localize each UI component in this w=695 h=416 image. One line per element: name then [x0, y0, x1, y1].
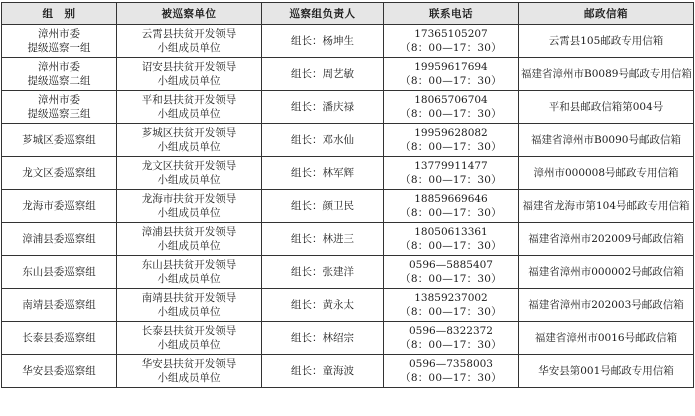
unit-line: 龙文区扶贫开发领导: [141, 160, 237, 172]
phone-cell: [384, 355, 519, 388]
office-hours: （8：00—17：30）: [400, 75, 502, 87]
phone-cell: [384, 223, 519, 256]
office-hours: （8：00—17：30）: [400, 42, 502, 54]
group-cell: [2, 58, 117, 91]
group-cell: [2, 289, 117, 322]
unit-line: 小组成员单位: [157, 108, 221, 120]
group-cell: [2, 25, 117, 58]
group-line: 华安县委巡察组: [22, 365, 96, 377]
header-contact-phone: 联系电话: [384, 3, 519, 25]
group-cell: [2, 124, 117, 157]
office-hours: （8：00—17：30）: [400, 141, 502, 153]
phone-number: 13859237002: [414, 292, 488, 304]
unit-line: 小组成员单位: [157, 174, 221, 186]
phone-cell: [384, 25, 519, 58]
table-row: [2, 256, 694, 289]
group-cell: [2, 322, 117, 355]
phone-number: 0596—8322372: [409, 325, 493, 337]
office-hours: （8：00—17：30）: [400, 207, 502, 219]
unit-line: 小组成员单位: [157, 306, 221, 318]
unit-line: 龙海市扶贫开发领导: [141, 193, 237, 205]
leader-cell: 组长：张建洋: [262, 256, 384, 289]
unit-cell: [117, 322, 262, 355]
phone-cell: [384, 256, 519, 289]
mailbox-cell: 平和县邮政信箱第004号: [519, 91, 694, 124]
group-line: 漳州市委: [38, 94, 80, 106]
unit-cell: [117, 289, 262, 322]
phone-cell: [384, 124, 519, 157]
group-line: 提级巡察二组: [27, 75, 91, 87]
unit-cell: [117, 190, 262, 223]
table-row: [2, 322, 694, 355]
phone-number: 18050613361: [414, 226, 488, 238]
mailbox-cell: 漳州市000008号邮政专用信箱: [519, 157, 694, 190]
unit-line: 小组成员单位: [157, 42, 221, 54]
leader-cell: 组长：邓水仙: [262, 124, 384, 157]
unit-line: 云霄县扶贫开发领导: [141, 28, 237, 40]
mailbox-cell: 福建省漳州市202003号邮政信箱: [519, 289, 694, 322]
header-group-leader: 巡察组负责人: [262, 3, 384, 25]
mailbox-cell: 福建省漳州市0016号邮政信箱: [519, 322, 694, 355]
group-line: 南靖县委巡察组: [22, 299, 96, 311]
inspection-contact-sheet: [1, 2, 693, 414]
group-line: 漳浦县委巡察组: [22, 233, 96, 245]
unit-line: 小组成员单位: [157, 207, 221, 219]
office-hours: （8：00—17：30）: [400, 306, 502, 318]
office-hours: （8：00—17：30）: [400, 240, 502, 252]
mailbox-cell: 福建省漳州市B0089号邮政专用信箱: [519, 58, 694, 91]
group-line: 芗城区委巡察组: [22, 134, 96, 146]
table-row: [2, 289, 694, 322]
phone-number: 0596—5885407: [409, 259, 493, 271]
phone-number: 13779911477: [414, 160, 488, 172]
unit-cell: [117, 157, 262, 190]
inspection-contact-table: [1, 2, 694, 388]
office-hours: （8：00—17：30）: [400, 174, 502, 186]
unit-line: 东山县扶贫开发领导: [141, 259, 237, 271]
header-inspected-unit: 被巡察单位: [117, 3, 262, 25]
phone-number: 18859669646: [414, 193, 488, 205]
phone-cell: [384, 157, 519, 190]
unit-cell: [117, 25, 262, 58]
office-hours: （8：00—17：30）: [400, 273, 502, 285]
unit-cell: [117, 58, 262, 91]
unit-line: 南靖县扶贫开发领导: [141, 292, 237, 304]
unit-line: 华安县扶贫开发领导: [141, 358, 237, 370]
mailbox-cell: 福建省漳州市000002号邮政信箱: [519, 256, 694, 289]
mailbox-cell: 福建省龙海市第104号邮政专用信箱: [519, 190, 694, 223]
table-body: [2, 25, 694, 388]
leader-cell: 组长：杨坤生: [262, 25, 384, 58]
unit-line: 漳浦县扶贫开发领导: [141, 226, 237, 238]
table-row: [2, 58, 694, 91]
mailbox-cell: 福建省漳州市B0090号邮政信箱: [519, 124, 694, 157]
office-hours: （8：00—17：30）: [400, 108, 502, 120]
header-group: 组 别: [2, 3, 117, 25]
unit-line: 芗城区扶贫开发领导: [141, 127, 237, 139]
leader-cell: 组长：周艺敏: [262, 58, 384, 91]
leader-cell: 组长：潘庆禄: [262, 91, 384, 124]
phone-cell: [384, 289, 519, 322]
group-line: 龙文区委巡察组: [22, 167, 96, 179]
table-row: [2, 157, 694, 190]
group-cell: [2, 256, 117, 289]
table-row: [2, 124, 694, 157]
unit-line: 小组成员单位: [157, 141, 221, 153]
leader-cell: 组长：黄永太: [262, 289, 384, 322]
leader-cell: 组长：颜卫民: [262, 190, 384, 223]
mailbox-cell: 福建省漳州市202009号邮政信箱: [519, 223, 694, 256]
unit-cell: [117, 256, 262, 289]
group-line: 龙海市委巡察组: [22, 200, 96, 212]
unit-cell: [117, 91, 262, 124]
unit-cell: [117, 124, 262, 157]
group-line: 提级巡察三组: [27, 108, 91, 120]
table-header-row: [2, 3, 694, 25]
group-line: 东山县委巡察组: [22, 266, 96, 278]
group-cell: [2, 223, 117, 256]
leader-cell: 组长：林绍宗: [262, 322, 384, 355]
leader-cell: 组长：童海波: [262, 355, 384, 388]
phone-number: 17365105207: [414, 28, 488, 40]
group-cell: [2, 190, 117, 223]
group-line: 漳州市委: [38, 28, 80, 40]
table-row: [2, 223, 694, 256]
table-row: [2, 190, 694, 223]
phone-cell: [384, 322, 519, 355]
group-cell: [2, 91, 117, 124]
unit-line: 小组成员单位: [157, 75, 221, 87]
group-line: 漳州市委: [38, 61, 80, 73]
group-cell: [2, 157, 117, 190]
group-line: 长泰县委巡察组: [22, 332, 96, 344]
phone-cell: [384, 91, 519, 124]
table-row: [2, 25, 694, 58]
unit-cell: [117, 355, 262, 388]
header-postal-mailbox: 邮政信箱: [519, 3, 694, 25]
leader-cell: 组长：林军辉: [262, 157, 384, 190]
unit-line: 诏安县扶贫开发领导: [141, 61, 237, 73]
unit-line: 小组成员单位: [157, 240, 221, 252]
unit-line: 小组成员单位: [157, 372, 221, 384]
phone-cell: [384, 190, 519, 223]
unit-line: 平和县扶贫开发领导: [141, 94, 237, 106]
mailbox-cell: 云霄县105邮政专用信箱: [519, 25, 694, 58]
phone-number: 19959628082: [414, 127, 488, 139]
table-row: [2, 355, 694, 388]
phone-number: 18065706704: [414, 94, 488, 106]
phone-cell: [384, 58, 519, 91]
unit-cell: [117, 223, 262, 256]
leader-cell: 组长：林进三: [262, 223, 384, 256]
table-row: [2, 91, 694, 124]
office-hours: （8：00—17：30）: [400, 372, 502, 384]
group-line: 提级巡察一组: [27, 42, 91, 54]
mailbox-cell: 华安县第001号邮政专用信箱: [519, 355, 694, 388]
group-cell: [2, 355, 117, 388]
phone-number: 19959617694: [414, 61, 488, 73]
office-hours: （8：00—17：30）: [400, 339, 502, 351]
unit-line: 长泰县扶贫开发领导: [141, 325, 237, 337]
unit-line: 小组成员单位: [157, 339, 221, 351]
unit-line: 小组成员单位: [157, 273, 221, 285]
phone-number: 0596—7358003: [409, 358, 493, 370]
